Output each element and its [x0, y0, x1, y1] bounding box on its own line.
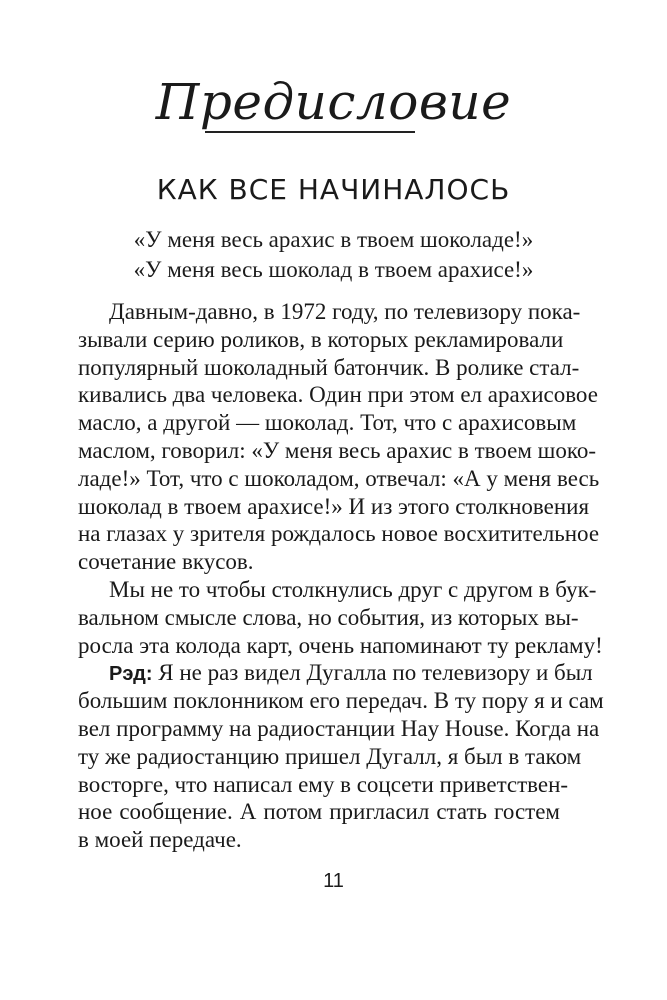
text-line: шоколад в твоем арахисе!» И из этого столкновения [78, 493, 590, 519]
text-line: ладе!» Тот, что с шоколадом, отвечал: «А у меня весь [78, 465, 600, 491]
text-line: вел программу на радиостанции Hay House. Когда на [78, 715, 600, 741]
text-line: маслом, говорил: «У меня весь арахис в твоем шоко- [78, 437, 597, 463]
text-line: в моей передаче. [78, 827, 242, 853]
chapter-title: Предисловие [155, 73, 512, 131]
text-line: восторге, что написал ему в соцсети приветствен- [78, 771, 569, 797]
text-fragment: Я не раз видел Дугалла по телевизору и был [152, 660, 593, 686]
text-line: зывали серию роликов, в которых рекламировали [78, 326, 564, 352]
body-text [78, 298, 604, 854]
paragraph [78, 576, 603, 659]
text-line: масло, а другой — шоколад. Тот, что с арахисовым [78, 410, 577, 436]
text-line [78, 659, 593, 687]
section-heading: КАК ВСЕ НАЧИНАЛОСЬ [156, 173, 511, 206]
epigraph-line: «У меня весь арахис в твоем шоколаде!» [133, 227, 534, 252]
text-line: на глазах у зрителя рождалось новое восхитительное [78, 521, 600, 547]
text-line: Давным-давно, в 1972 году, по телевизору пока- [109, 299, 581, 324]
text-line: большим поклонником его передач. В ту пору я и сам [78, 688, 604, 714]
text-line: популярный шоколадный батончик. В ролике стал- [78, 354, 580, 380]
text-line: Мы не то чтобы столкнулись друг с другом в бук- [109, 576, 597, 602]
page-number: 11 [323, 870, 344, 892]
epigraph [0, 225, 667, 285]
text-line: вальном смысле слова, но события, из которых вы- [78, 604, 579, 630]
text-line: ное сообщение. А потом пригласил стать гостем [78, 799, 560, 825]
text-line: ту же радиостанцию пришел Дугалл, я был в таком [78, 743, 582, 769]
title-underline-divider [205, 131, 415, 133]
text-line: росла эта колода карт, очень напоминают ту рекламу! [78, 632, 603, 658]
speaker-label: Рэд: [109, 663, 153, 686]
paragraph [78, 298, 600, 576]
paragraph [78, 659, 604, 854]
text-line: кивались два человека. Один при этом ел арахисовое [78, 382, 598, 408]
text-line: сочетание вкусов. [78, 549, 254, 575]
epigraph-line: «У меня весь шоколад в твоем арахисе!» [133, 257, 534, 282]
